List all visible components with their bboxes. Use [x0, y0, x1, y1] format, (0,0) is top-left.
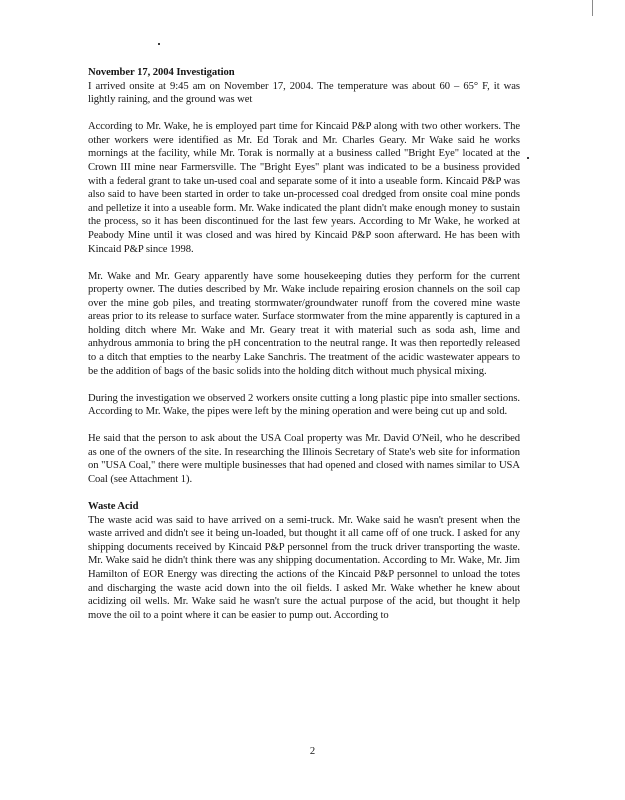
page-number: 2 [309, 746, 316, 757]
investigation-heading: November 17, 2004 Investigation [88, 67, 235, 78]
paragraph-usa-coal: He said that the person to ask about the USA Coal property was Mr. David O'Neil, who he described as one of the owners of the site. In researching the Illinois Secretary of State's web site for information on "USA Coal," there were multiple businesses that had opened and closed with names similar to USA Coal (see Attachment 1). [88, 433, 520, 485]
paragraph-housekeeping: Mr. Wake and Mr. Geary apparently have some housekeeping duties they perform for the current property owner. The duties described by Mr. Wake include repairing erosion channels on the soil cap over the mine gob piles, and treating stormwater/groundwater runoff from the covered mine waste areas prior to its release to surface water. Surface stormwater from the mine apparently is captured in a holding ditch where Mr. Wake and Mr. Geary treat it with material such as soda ash, lime and anhydrous ammonia to bring the pH concentration to the neutral range. It was then reportedly released to a ditch that empties to the nearby Lake Sanchris. The treatment of the acidic wastewater appears to be the addition of bags of the basic solids into the holding ditch without much physical mixing. [88, 270, 520, 377]
scan-speck [158, 43, 160, 45]
paragraph-waste-acid: The waste acid was said to have arrived on a semi-truck. Mr. Wake said he wasn't present when the waste arrived and didn't see it being un-loaded, but thought it all came off of one truck. I asked for any shipping documents received by Kincaid P&P personnel from the truck driver transporting the waste. Mr. Wake said he didn't think there was any shipping documentation. According to Mr. Wake, Mr. Jim Hamilton of EOR Energy was directing the actions of the Kincaid P&P personnel to unload the totes and discharging the waste acid down into the oil fields. I asked Mr. Wake whether he knew about acidizing oil wells. Mr. Wake said he wasn't sure the actual purpose of the acid, but thought it help move the oil to a point where it can be easier to pump out. According to [88, 514, 520, 621]
waste-acid-heading: Waste Acid [88, 500, 139, 512]
scan-edge-line [592, 0, 593, 16]
scan-speck [527, 157, 529, 159]
paragraph-employment: According to Mr. Wake, he is employed part time for Kincaid P&P along with two other workers. The other workers were identified as Mr. Ed Torak and Mr. Charles Geary. Mr Wake said he works mornings at the facility, while Mr. Torak is normally at a business called "Bright Eye" located at the Crown III mine near Farmersville. The "Bright Eyes" plant was indicated to be a business provided with a federal grant to take un-used coal and separate some of it into a useable form. Kincaid P&P was also said to have been started in order to take un-processed coal dredged from onsite coal mine ponds and pelletize it into a useable form. Mr. Wake indicated the plant didn't make enough money to sustain the process, so it has been discontinued for the last few years. According to Mr Wake, he worked at Peabody Mine until it was closed and was hired by Kincaid P&P soon afterward. He has been with Kincaid P&P since 1998. [88, 121, 520, 255]
intro-paragraph: I arrived onsite at 9:45 am on November 17, 2004. The temperature was about 60 – 65° F, it was lightly raining, and the ground was wet [88, 80, 520, 106]
paragraph-pipe-cutting: During the investigation we observed 2 workers onsite cutting a long plastic pipe into smaller sections. According to Mr. Wake, the pipes were left by the mining operation and were being cut up and sold. [88, 392, 520, 418]
document-body [88, 66, 520, 622]
